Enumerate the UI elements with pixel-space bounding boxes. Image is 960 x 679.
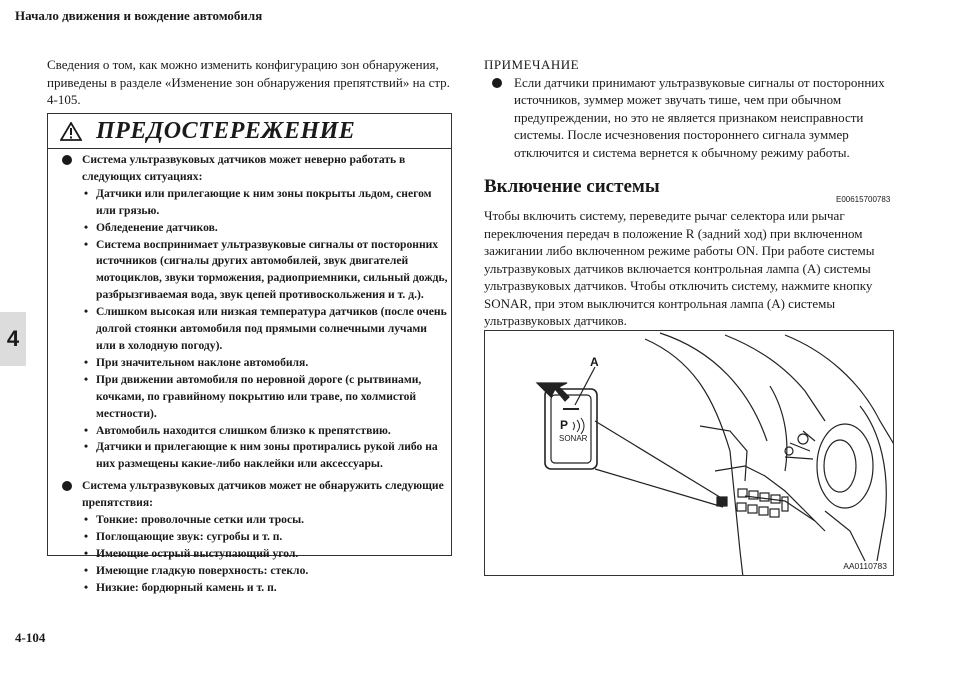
header-title: Начало движения и вождение автомобиля [15, 8, 263, 23]
warning-list-item: • При движении автомобиля по неровной дороге (с рытвинами, кочками, по гравийному покрытию или траве, по холмистой местности). [82, 372, 448, 423]
section-heading: Включение системы [484, 176, 660, 197]
warning-list-item: • Поглощающие звук: сугробы и т. п. [82, 529, 448, 546]
warning-header [48, 114, 451, 149]
bullet-dot-icon [62, 155, 72, 165]
section-code: E00615700783 [836, 195, 891, 204]
dashboard-drawing [485, 331, 894, 576]
warning-item-list [82, 186, 448, 473]
pointer-arrow-icon [537, 383, 569, 401]
note-block [484, 56, 904, 161]
page-number: 4-104 [15, 630, 46, 645]
note-text: Если датчики принимают ультразвуковые сигналы от посторонних источников, зуммер может звучать тише, чем при обычном предупреждении, но это не является признаком неисправности системы. После исчезновения постороннего сигнала зуммер отключится и система вернется к обычному режиму работы. [514, 74, 885, 160]
warning-section [56, 478, 448, 596]
warning-item-list [82, 512, 448, 597]
warning-list-item: • Датчики или прилегающие к ним зоны покрыты льдом, снегом или грязью. [82, 186, 448, 220]
sonar-button-label: SONAR [559, 434, 588, 443]
bullet-dot-icon [62, 481, 72, 491]
warning-list-item: • Датчики и прилегающие к ним зоны протирались рукой либо на них размещены какие-либо наклейки или аксессуары. [82, 439, 448, 473]
warning-body [56, 152, 448, 597]
note-label: ПРИМЕЧАНИЕ [484, 57, 580, 72]
warning-list-item: • Имеющие острый выступающий угол. [82, 546, 448, 563]
warning-section-heading: Система ультразвуковых датчиков может не обнаружить следующие препятствия: [82, 479, 444, 510]
parking-symbol: P [560, 418, 569, 432]
chapter-tab: 4 [0, 312, 26, 366]
warning-list-item: • Имеющие гладкую поверхность: стекло. [82, 563, 448, 580]
warning-list-item: • Система воспринимает ультразвуковые сигналы от посторонних источников (сигналы других автомобилей, звук двигателей мотоциклов, звуки торможения, радиоприемники, сильный дождь, разбрызгиваемая вода, звук цепей противоскольжения и т. д.). [82, 237, 448, 305]
warning-list-item: • При значительном наклоне автомобиля. [82, 355, 448, 372]
section-body-text: Чтобы включить систему, переведите рычаг селектора или рычаг переключения передач в положение R (задний ход) при включенном зажигании либо включенном режиме работы ON. При работе системы ультразвуковых датчиков включается контрольная лампа (A) системы ультразвуковых датчиков. Чтобы отключить систему, нажмите кнопку SONAR, при этом выключится контрольная лампа (A) системы ультразвуковых датчиков. [484, 208, 875, 328]
warning-section-heading: Система ультразвуковых датчиков может неверно работать в следующих ситуациях: [82, 153, 406, 183]
warning-triangle-icon [60, 122, 82, 141]
warning-section [56, 152, 448, 473]
warning-list-item: • Тонкие: проволочные сетки или тросы. [82, 512, 448, 529]
note-item [484, 74, 904, 162]
warning-list-item: • Автомобиль находится слишком близко к препятствию. [82, 423, 448, 440]
intro-paragraph: Сведения о том, как можно изменить конфигурацию зон обнаружения, приведены в разделе «Изменение зон обнаружения препятствий» на стр. 4-105. [47, 57, 450, 107]
warning-title: ПРЕДОСТЕРЕЖЕНИЕ [96, 118, 356, 144]
callout-label-a: A [590, 355, 599, 369]
warning-list-item: • Слишком высокая или низкая температура датчиков (после очень долгой стоянки автомобиля под прямыми солнечными лучами или в холодную погоду). [82, 304, 448, 355]
dashboard-illustration [484, 330, 894, 576]
figure-id: AA0110783 [843, 561, 887, 571]
warning-list-item: • Обледенение датчиков. [82, 220, 448, 237]
warning-box [47, 113, 452, 594]
bullet-dot-icon [492, 78, 502, 88]
warning-list-item: • Низкие: бордюрный камень и т. п. [82, 580, 448, 597]
